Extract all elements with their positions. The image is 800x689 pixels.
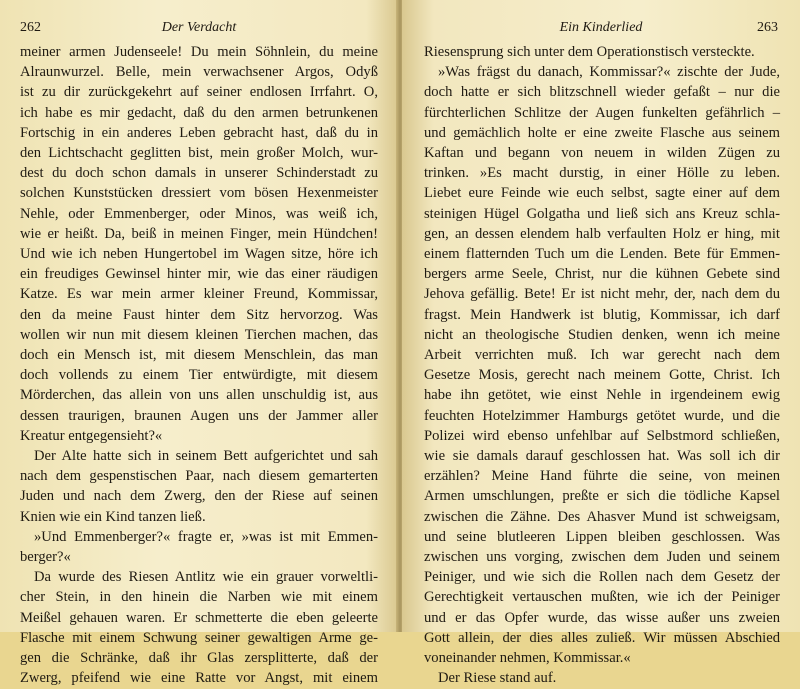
text-line: doch vollends zu einem Tier entwürdigte, mit diesem xyxy=(20,367,378,384)
text-line: Flasche mit einem Schwung seiner gewaltigen Arme ge- xyxy=(20,629,378,646)
text-line: Alraunwurzel. Belle, mein verwachsener Argos, Odyß xyxy=(20,64,378,81)
text-line: und seine blutleeren Lippen bleiben geschlossen. Was xyxy=(424,528,780,545)
text-line: Jehova gefällig. Bete! Er ist nicht mehr, der, nach dem du xyxy=(424,286,780,303)
text-line: Gesetze Mosis, gerecht nach meinem Gotte, Christ. Ich xyxy=(424,367,780,384)
text-line: zwischen die Zähne. Des Ahasver Mund ist schweigsam, xyxy=(424,508,780,525)
running-title: Der Verdacht xyxy=(161,20,237,35)
left-page-header xyxy=(0,18,398,38)
text-line: meiner armen Judenseele! Du mein Söhnlein, du meine xyxy=(20,44,378,60)
left-page xyxy=(0,0,398,687)
text-line: Zwerg, pfeifend wie eine Ratte vor Angst, mit einem xyxy=(20,670,378,687)
text-line: nicht an theologische Studien denken, wenn ich meine xyxy=(424,326,780,343)
text-line: nach dem gespenstischen Paar, nach diesem gemarterten xyxy=(20,468,378,485)
text-line: Knien wie ein Kind tanzen ließ. xyxy=(20,508,206,525)
text-line: berger?« xyxy=(20,549,71,566)
text-line: Peiniger, und wie sich die Rollen nach dem Gesetz der xyxy=(424,569,780,586)
text-line: doch ein Mensch ist, mit diesem Menschlein, das man xyxy=(20,347,378,364)
text-line: gen die Schränke, daß ihr Glas zersplitterte, daß der xyxy=(20,650,378,667)
right-page xyxy=(402,0,800,687)
text-line: Gott allein, der dies alles zuließ. Wir müssen Abschied xyxy=(424,629,780,646)
text-line: erzählen? Meine Hand führte die seine, von meinen xyxy=(424,468,780,485)
page-number: 262 xyxy=(20,20,41,35)
text-line: den da meine Faust hinter dem Sitz hervorzog. Was xyxy=(20,306,378,323)
text-line: doch hatte er sich blitzschnell wieder gefaßt – nur die xyxy=(424,84,780,101)
text-line: wie sie damals darauf geschlossen hat. Was soll ich dir xyxy=(424,448,780,465)
text-line: und gemächlich holte er eine zweite Flasche aus seinem xyxy=(424,124,780,141)
text-line: steinigen Hügel Golgatha und ließ sich ans Kreuz schla- xyxy=(424,205,780,222)
text-line: Nehle, oder Emmenberger, oder Minos, was weiß ich, xyxy=(20,205,378,222)
text-line: Meißel gehauen waren. Er schmetterte die eben geleerte xyxy=(20,609,378,626)
text-line: fürchterlichen Schlitze der Augen funkelten gefährlich – xyxy=(424,104,780,121)
right-page-text xyxy=(424,42,780,689)
text-line: Katze. Es war mein armer kleiner Freund, Kommissar, xyxy=(20,286,378,303)
text-line: Juden und nach dem Zwerg, den der Riese auf seinen xyxy=(20,488,378,505)
text-line: dessen traurigen, braunen Augen uns der Jammer aller xyxy=(20,407,378,424)
text-line: »Was frägst du danach, Kommissar?« zischte der Jude, xyxy=(438,64,780,81)
text-line: Da wurde des Riesen Antlitz wie ein grauer vorweltli- xyxy=(34,569,378,586)
text-line: fragst. Mein Handwerk ist blutig, Kommissar, ich darf xyxy=(424,306,780,323)
text-line: einem flatternden Tuch um die Lenden. Bete für Emmen- xyxy=(424,246,780,263)
text-line: wollen wir nun mit diesem kleinen Tierchen machen, das xyxy=(20,326,378,343)
text-line: »Und Emmenberger?« fragte er, »was ist mit Emmen- xyxy=(34,528,378,545)
text-line: ist zu dir zurückgekehrt auf seiner endlosen Irrfahrt. O, xyxy=(20,84,378,101)
text-line: bergers arme Seele, Christ, nur die kühnen Gebete sind xyxy=(424,266,780,283)
text-line: ich habe es mir gedacht, daß du den armen betrunkenen xyxy=(20,104,378,121)
right-page-header xyxy=(402,18,800,38)
text-line: solchen Kunststücken dressiert vom bösen Hexenmeister xyxy=(20,185,378,202)
text-line: habe ihn getötet, wie einst Nehle in irgendeinem ewig xyxy=(424,387,780,404)
page-number: 263 xyxy=(757,20,778,35)
text-line: ein freudiges Gewinsel hinter mir, wie das einer räudigen xyxy=(20,266,378,283)
text-line: Fortschig in ein anderes Leben gebracht hast, daß du in xyxy=(20,124,378,141)
text-line: zwischen uns vorging, zwischen dem Juden und seinem xyxy=(424,549,780,566)
running-title: Ein Kinderlied xyxy=(559,20,643,35)
text-line: feuchten Hotelzimmer Hamburgs getötet wurde, und die xyxy=(424,407,780,424)
text-line: und er das Opfer wurde, das wisse außer uns zweien xyxy=(424,609,780,626)
text-line: dest du doch schon damals in unserer Schinderstadt zu xyxy=(20,165,378,182)
text-line: gen, an dessen elendem halb verfaulten Holz er hing, mit xyxy=(424,225,780,242)
text-line: Und wie ich neben Hungertobel im Wagen sitze, höre ich xyxy=(20,246,378,263)
text-line: wie er heißt. Da, beiß in meinen Finger, mein Hündchen! xyxy=(20,225,378,242)
text-line: Mörderchen, das allein von uns allen unschuldig ist, aus xyxy=(20,387,378,404)
text-line: Der Riese stand auf. xyxy=(438,670,557,687)
text-line: Polizei wird ebenso unfehlbar auf Selbstmord schließen, xyxy=(424,427,780,444)
text-line: Kreatur entgegensieht?« xyxy=(20,427,163,444)
text-line: Riesensprung sich unter dem Operationstisch versteckte. xyxy=(424,44,755,60)
text-line: den Lichtschacht geglitten bist, mein großer Molch, wur- xyxy=(20,145,378,162)
text-line: Kaftan und begann von neuem in wilden Zügen zu xyxy=(424,145,780,162)
text-line: cher Stein, in den hinein die Narben wie mit einem xyxy=(20,589,378,606)
text-line: Armen umschlungen, preßte er sich die tödliche Kapsel xyxy=(424,488,780,505)
left-page-text xyxy=(20,42,378,689)
text-line: Liebet eure Feinde wie euch selbst, sagte einer auf dem xyxy=(424,185,780,202)
text-line: Der Alte hatte sich in seinem Bett aufgerichtet und sah xyxy=(34,448,378,465)
text-line: trinken. »Es macht durstig, in einer Hölle zu leben. xyxy=(424,165,780,182)
text-line: voneinander nehmen, Kommissar.« xyxy=(424,650,631,667)
text-line: Gerechtigkeit vertauschen mußten, wie ich der Peiniger xyxy=(424,589,780,606)
text-line: Arbeit verrichten muß. Ich war gerecht nach dem xyxy=(424,347,780,364)
